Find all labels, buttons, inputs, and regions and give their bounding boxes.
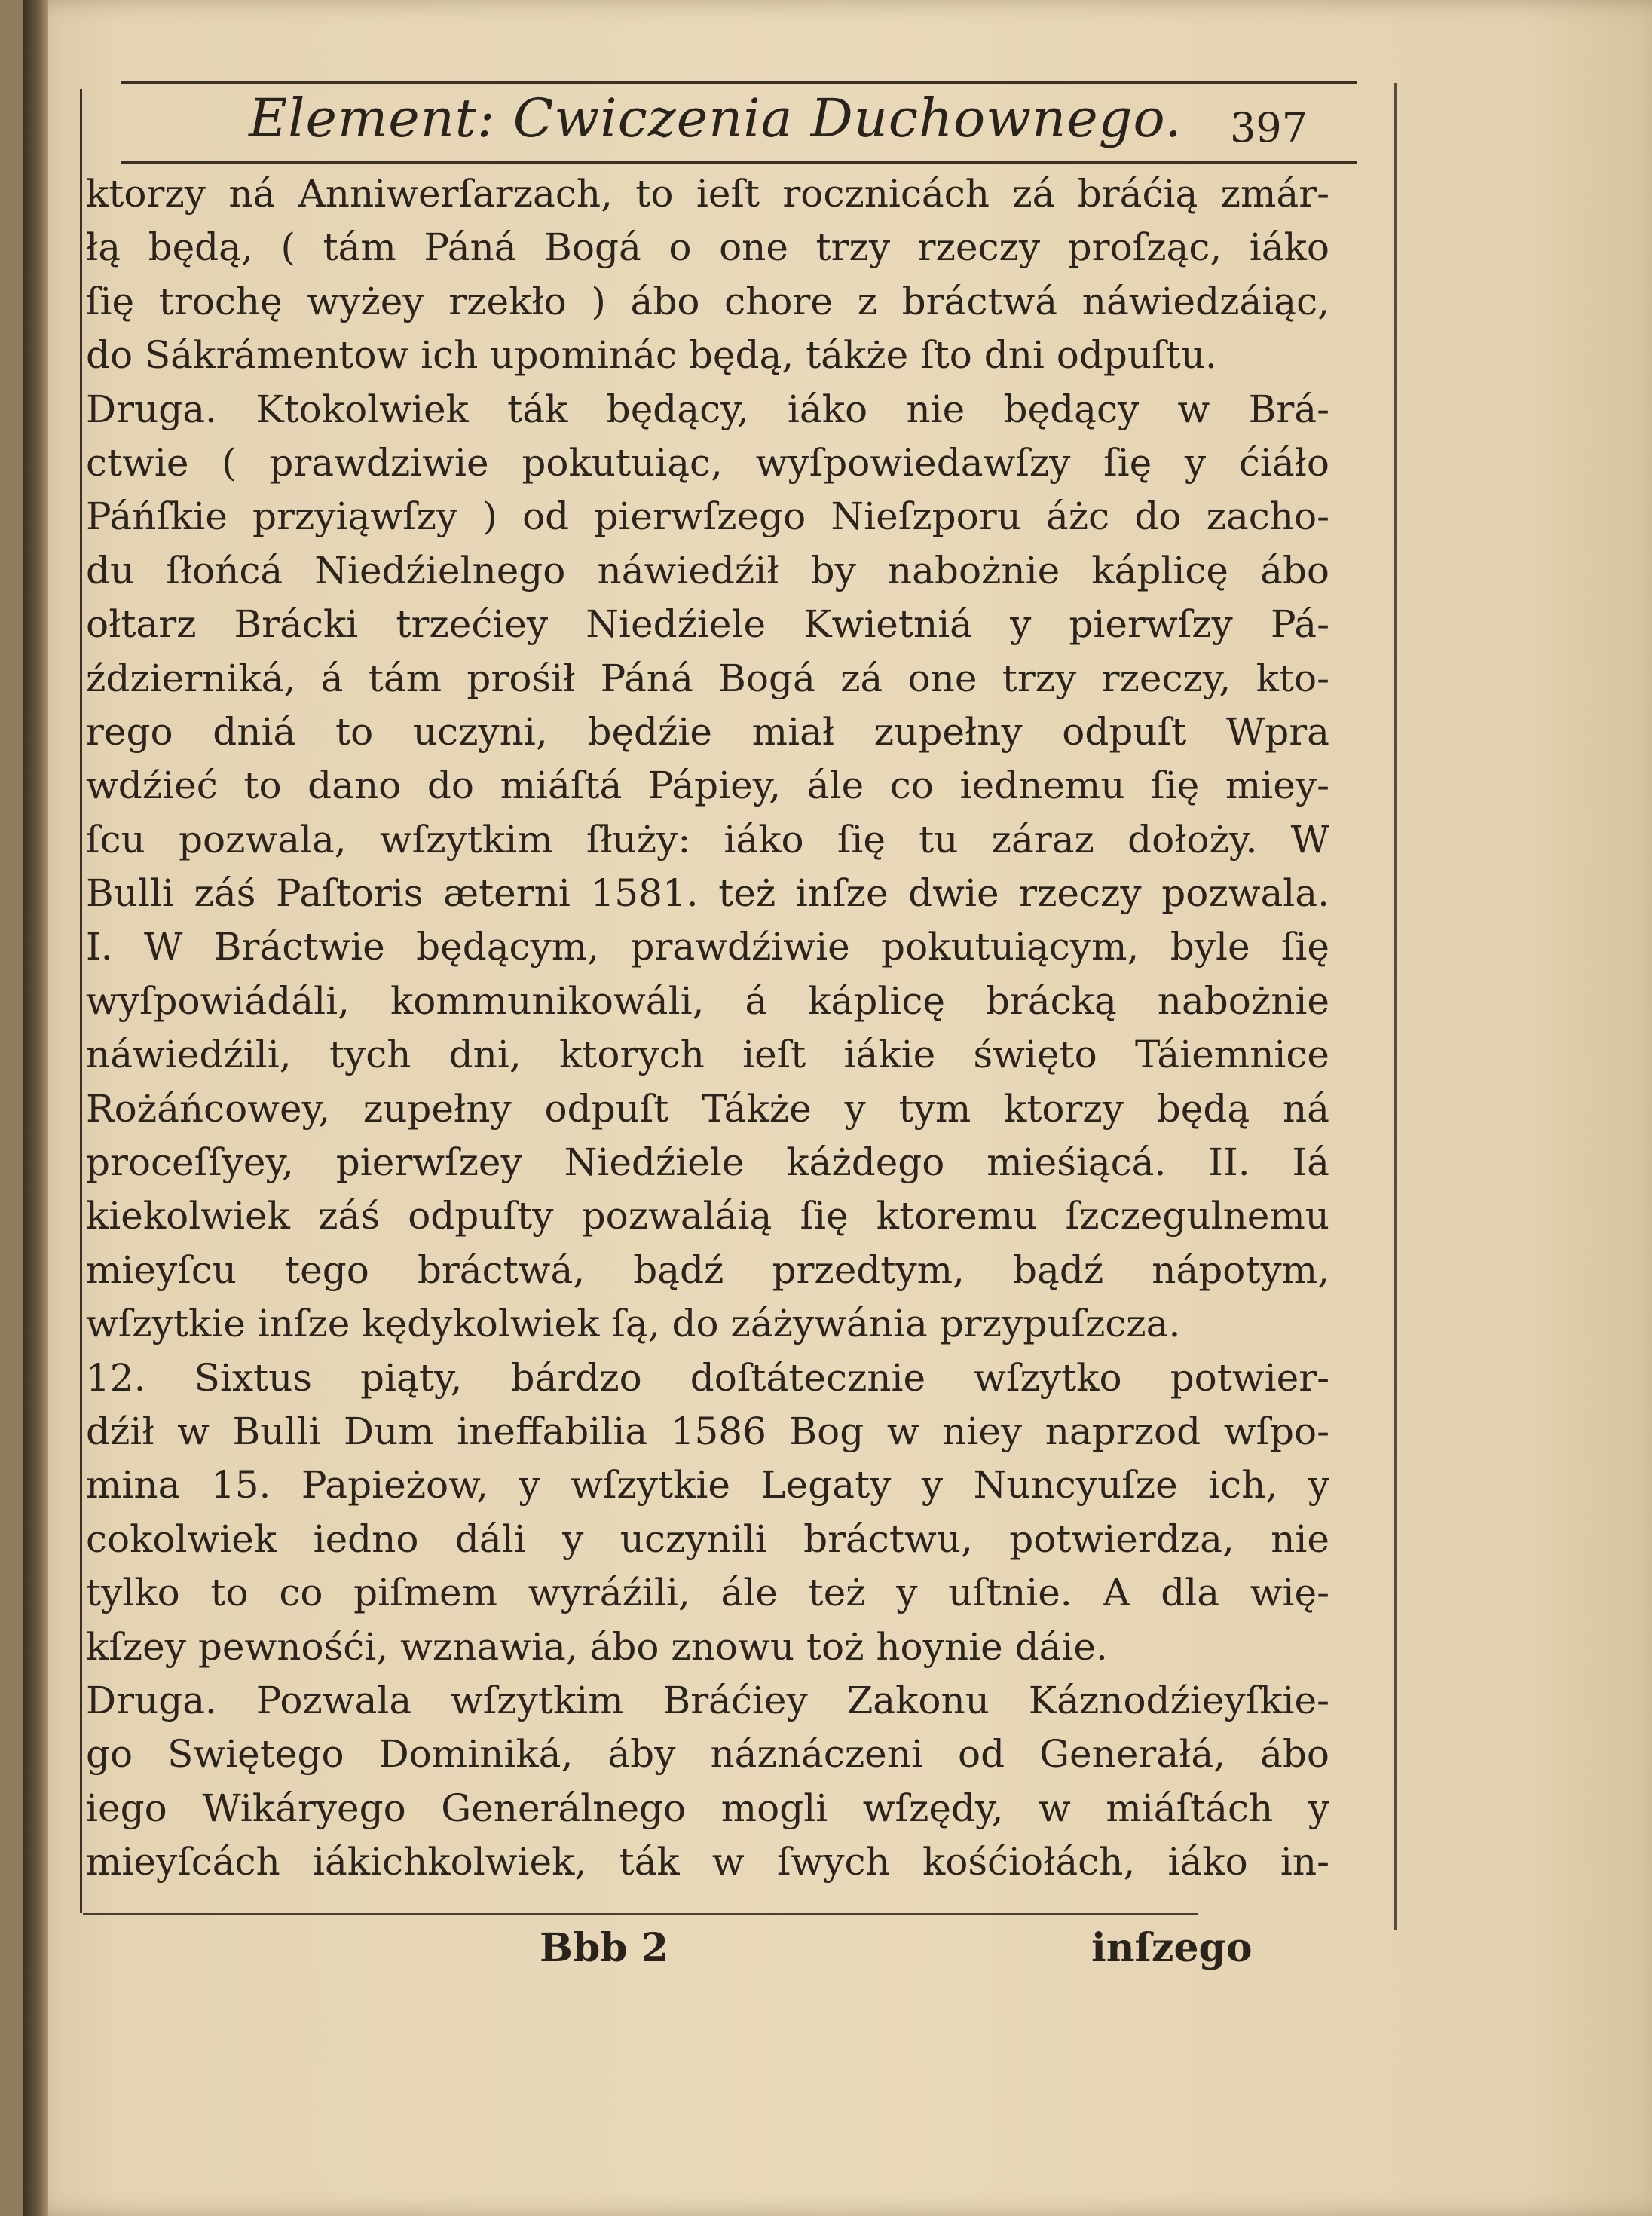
text-line: du ſłońcá Niedźielnego náwiedźił by nabożnie káplicę ábo — [86, 548, 1329, 592]
text-line: ctwie ( prawdziwie pokutuiąc, wyſpowiedawſzy ſię y ćiáło — [86, 440, 1329, 485]
text-line: cokolwiek iedno dáli y uczynili bráctwu, potwierdza, nie — [86, 1517, 1329, 1561]
text-line: ździerniká, á tám prośił Páná Bogá zá one trzy rzeczy, kto- — [86, 656, 1329, 700]
text-line: I. W Bráctwie będącym, prawdźiwie pokutuiącym, byle ſię — [86, 925, 1329, 969]
text-line: rego dniá to uczyni, będźie miał zupełny odpuſt Wpra — [86, 709, 1329, 754]
book-spine — [23, 0, 48, 2216]
text-line: Páńſkie przyiąwſzy ) od pierwſzego Nieſzporu áżc do zacho- — [86, 494, 1329, 539]
signature-mark: Bbb 2 — [540, 1925, 668, 1971]
catchword: inſzego — [1091, 1925, 1253, 1971]
text-line: Druga. Pozwala wſzytkim Bráćiey Zakonu Káznodźieyſkie- — [86, 1678, 1329, 1722]
text-line: ołtarz Brácki trzećiey Niedźiele Kwietniá y pierwſzy Pá- — [86, 602, 1329, 647]
text-line: proceſſyey, pierwſzey Niedźiele káżdego mieśiącá. II. Iá — [86, 1140, 1329, 1185]
text-line: kiekolwiek záś odpuſty pozwaláią ſię ktoremu ſzczegulnemu — [86, 1194, 1329, 1238]
text-line: wyſpowiádáli, kommunikowáli, á káplicę brácką nabożnie — [86, 978, 1329, 1023]
text-line: ſię trochę wyżey rzekło ) ábo chore z bráctwá náwiedzáiąc, — [86, 279, 1329, 323]
text-line: mieyſcách iákichkolwiek, ták w ſwych kośćiołách, iáko in- — [86, 1840, 1329, 1884]
header-bottom-rule — [121, 161, 1357, 164]
header-top-rule — [121, 81, 1357, 84]
text-line: mina 15. Papieżow, y wſzytkie Legaty y Nuncyuſze ich, y — [86, 1463, 1329, 1507]
text-line: ſcu pozwala, wſzytkim ſłuży: iáko ſię tu záraz dołoży. W — [86, 817, 1329, 862]
text-line: Druga. Ktokolwiek ták będący, iáko nie będący w Brá- — [86, 387, 1329, 431]
text-frame-right-border — [1394, 83, 1397, 1930]
text-line: iego Wikáryego Generálnego mogli wſzędy, w miáſtách y — [86, 1786, 1329, 1830]
text-line: do Sákrámentow ich upominác będą, tákże ſto dni odpuſtu. — [86, 333, 1217, 378]
text-line: go Swiętego Dominiká, áby náznáczeni od Generałá, ábo — [86, 1732, 1329, 1777]
footer-rule — [83, 1913, 1198, 1915]
body-text — [86, 167, 1329, 1890]
text-line: wſzytkie inſze kędykolwiek ſą, do záżywánia przypuſzcza. — [86, 1302, 1181, 1346]
text-line: dźił w Bulli Dum ineffabilia 1586 Bog w niey naprzod wſpo- — [86, 1409, 1329, 1453]
text-line: ktorzy ná Anniwerſarzach, to ieſt rocznicách zá bráćią zmár- — [86, 172, 1329, 216]
text-line: náwiedźili, tych dni, ktorych ieſt iákie święto Táiemnice — [86, 1033, 1329, 1077]
running-title: Element: Cwiczenia Duchownego. — [249, 87, 1182, 149]
text-line: łą będą, ( tám Páná Bogá o one trzy rzeczy proſząc, iáko — [86, 225, 1329, 270]
text-line: wdźieć to dano do miáſtá Pápiey, ále co iednemu ſię miey- — [86, 764, 1329, 808]
text-line: tylko to co piſmem wyráźili, ále też y uſtnie. A dla wię- — [86, 1571, 1329, 1615]
text-line: Rożáńcowey, zupełny odpuſt Tákże y tym ktorzy będą ná — [86, 1086, 1329, 1131]
page-number: 397 — [1230, 104, 1308, 152]
text-line: mieyſcu tego bráctwá, bądź przedtym, bądź nápotym, — [86, 1247, 1329, 1292]
text-line: kſzey pewnośći, wznawia, ábo znowu toż hoynie dáie. — [86, 1624, 1108, 1669]
text-line: 12. Sixtus piąty, bárdzo doſtátecznie wſzytko potwier- — [86, 1355, 1329, 1400]
text-line: Bulli záś Paſtoris æterni 1581. też inſze dwie rzeczy pozwala. — [86, 871, 1329, 916]
